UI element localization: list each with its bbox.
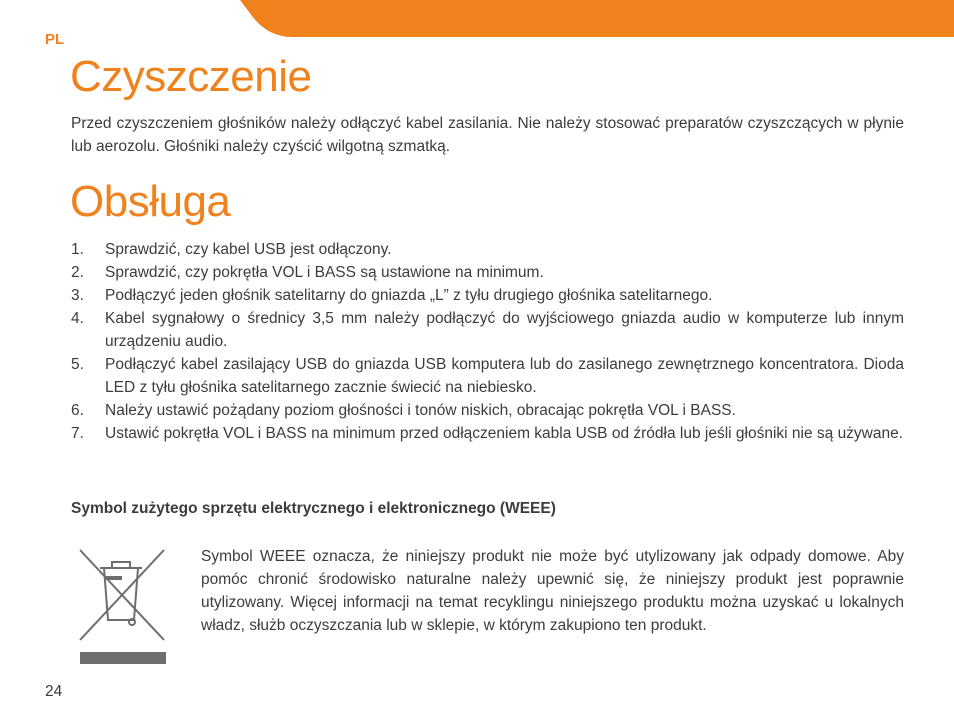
step-number: 5. xyxy=(71,356,84,373)
step-text: Kabel sygnałowy o średnicy 3,5 mm należy podłączyć do wyjściowego gniazda audio w komputerze lub innym urządzeniu audio. xyxy=(105,310,904,350)
list-item xyxy=(71,353,904,399)
step-number: 6. xyxy=(71,402,84,419)
header-banner xyxy=(0,0,954,40)
weee-heading: Symbol zużytego sprzętu elektrycznego i elektronicznego (WEEE) xyxy=(71,500,556,517)
section-title-usage: Obsługa xyxy=(70,177,231,226)
step-number: 1. xyxy=(71,241,84,258)
language-label: PL xyxy=(45,31,65,48)
crossed-out-wheelie-bin-icon xyxy=(76,546,168,666)
step-text: Sprawdzić, czy pokrętła VOL i BASS są ustawione na minimum. xyxy=(105,264,544,281)
list-item xyxy=(71,261,904,284)
step-number: 4. xyxy=(71,310,84,327)
step-text: Ustawić pokrętła VOL i BASS na minimum przed odłączeniem kabla USB od źródła lub jeśli głośniki nie są używane. xyxy=(105,425,904,442)
list-item xyxy=(71,284,904,307)
step-number: 2. xyxy=(71,264,84,281)
list-item xyxy=(71,238,904,261)
list-item xyxy=(71,307,904,353)
list-item xyxy=(71,422,904,445)
step-text: Podłączyć jeden głośnik satelitarny do gniazda „L” z tyłu drugiego głośnika satelitarnego. xyxy=(105,287,713,304)
page-number: 24 xyxy=(45,683,63,700)
weee-paragraph: Symbol WEEE oznacza, że niniejszy produkt nie może być utylizowany jak odpady domowe. Aby pomóc chronić środowisko naturalne należy upewnić się, że niniejszy produkt jest poprawnie utylizowany. Więcej informacji na temat recyklingu niniejszego produktu można uzyskać u lokalnych władz, służb oczyszczania lub w sklepie, w którym zakupiono ten produkt. xyxy=(201,548,904,634)
step-text: Sprawdzić, czy kabel USB jest odłączony. xyxy=(105,241,392,258)
step-text: Podłączyć kabel zasilający USB do gniazda USB komputera lub do zasilanego zewnętrznego koncentratora. Dioda LED z tyłu głośnika satelitarnego zacznie świecić na niebiesko. xyxy=(105,356,904,396)
step-number: 3. xyxy=(71,287,84,304)
cleaning-paragraph: Przed czyszczeniem głośników należy odłączyć kabel zasilania. Nie należy stosować preparatów czyszczących w płynie lub aerozolu. Głośniki należy czyścić wilgotną szmatką. xyxy=(71,115,904,155)
step-text: Należy ustawić pożądany poziom głośności i tonów niskich, obracając pokrętła VOL i BASS. xyxy=(105,402,736,419)
section-title-cleaning: Czyszczenie xyxy=(70,52,312,101)
usage-steps-list xyxy=(71,238,904,445)
list-item xyxy=(71,399,904,422)
step-number: 7. xyxy=(71,425,84,442)
